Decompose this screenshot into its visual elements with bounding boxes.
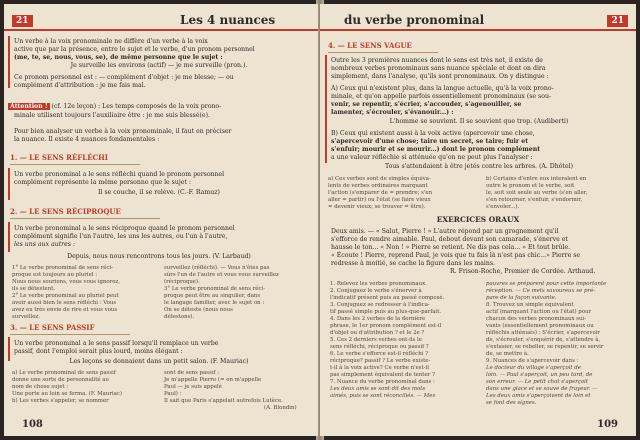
note-line: Je m'appelle Pierre (= on m'appelle xyxy=(164,377,262,383)
exercice-line: pauvres se préparent pour cette importante xyxy=(486,281,607,287)
note-line: sont de sens passif : xyxy=(164,370,220,376)
note-line: aller = partir) ou l'état (se faire vieux xyxy=(328,197,431,203)
exercice-line: 4. Dans les 2 verbes de la dernière xyxy=(330,316,426,322)
exercice-line: 9. Nuances de s'apercevoir dans : xyxy=(486,358,579,364)
vague-a-line: venir, se repentir, s'écrier, s'accouder, s'agenouiller, se xyxy=(331,101,522,108)
chapter-number-badge: 21 xyxy=(607,15,628,27)
note-line: détestons). xyxy=(164,314,195,320)
exercice-line: de, s'écrouler, s'enquérir de, s'attendre à, xyxy=(486,337,601,343)
right-page xyxy=(320,4,636,436)
example-line: L'homme se souvient. Il se souvient que trop. (Audiberti) xyxy=(389,118,569,125)
exercice-text-line: hausse le ton... « Non ! » Pierre se retient. Ne dis pas cela... » Et tout brûle. xyxy=(331,244,571,251)
exercice-line: son erreur. — Le petit chat s'aperçoit xyxy=(486,379,589,385)
exercice-text-line: s'efforce de rendre aimable. Paul, debout devant son camarade, s'énerve et xyxy=(331,236,568,243)
intro-line: (me, te, se, nous, vous, se), de même personne que le sujet : xyxy=(14,54,223,61)
exercice-text-line: Deux amis. — « Salut, Pierre ! » L'autre répond par un grognement qu'il xyxy=(331,228,559,235)
note-line: a) Ces verbes sont de simples équiva- xyxy=(328,176,431,182)
note-line: sûrs l'un de l'autre et vous vous surveillez xyxy=(164,272,279,278)
reciproque-line: les uns aux autres : xyxy=(14,241,76,248)
exercice-line: 3. Conjuguez se redresser à l'indica- xyxy=(330,302,430,308)
page-number: 108 xyxy=(22,419,43,430)
vague-b-line: s'apercevoir d'une chose; taire un secret, se taire; fuir et xyxy=(331,138,529,145)
note-line: b) Certains d'entre eux interalent en xyxy=(486,176,587,182)
exercice-line: aimés, puis se sont réconciliés. — Mes xyxy=(330,393,436,399)
note-line: 1° Le verbe pronominal de sens réci- xyxy=(12,265,114,271)
exercice-line: Les deux amis se sont dit des mots xyxy=(330,386,426,392)
attention-block xyxy=(8,103,221,110)
exercices-title: EXERCICES ORAUX xyxy=(436,215,520,224)
note-line: avoir aussi bien le sens réfléchi : Vous xyxy=(12,300,117,306)
pronoun-line: complément d'attribution : je me fais mal. xyxy=(14,82,146,89)
exercice-line: t-il à la voix active? Ce verbe n'est-il xyxy=(330,365,430,371)
note-line: ils se détestent. xyxy=(12,286,56,292)
vague-a-line: lamenter, s'écrouler, s'évanouir...) : xyxy=(331,109,454,116)
right-title: du verbe pronominal xyxy=(344,13,485,27)
section-underline xyxy=(10,164,140,165)
section-margin-bar xyxy=(8,222,10,252)
example-line: Il se couche, il se relève. (C.-F. Ramuz) xyxy=(98,189,220,196)
note-line: le langage familier, avec le sujet on : xyxy=(164,300,265,306)
note-line: le, soit soit seule au verbe (s'en aller, xyxy=(486,190,588,196)
exercice-line: 8. Trouvez un simple équivalent xyxy=(486,302,574,308)
exercice-line: 1. Relevez les verbes pronominaux. xyxy=(330,281,427,287)
vague-b-line: s'enfuir; mourir et se mourir...) dont le pronom complément xyxy=(331,146,541,153)
left-title: Les 4 nuances xyxy=(180,13,276,27)
intro-line: active que par la présence, entre le sujet et le verbe, d'un pronom personnel xyxy=(14,46,255,53)
vague-line: nombreux verbes pronominaux sans nuance spéciale et dont on dira xyxy=(331,65,546,72)
note-line: s'en retourner, s'enfuir, s'endormir, xyxy=(486,197,583,203)
note-line: (A. Blondin) xyxy=(264,405,297,411)
vague-line: Outre les 3 premières nuances dont le sens est très net, il existe de xyxy=(331,57,543,64)
note-line: Nous nous sourions, vous vous ignorez, xyxy=(12,279,120,285)
analyse-line: la nuance. Il existe 4 nuances fondamentales : xyxy=(14,136,160,143)
exercice-line: 2. Conjuguez le verbe s'énerver à xyxy=(330,288,422,294)
exercice-line: 7. Nuance du verbe pronominal dans : xyxy=(330,379,435,385)
note-line: proque est toujours au pluriel : xyxy=(12,272,98,278)
note-line: s'envoler...). xyxy=(486,204,520,210)
page-number: 109 xyxy=(597,419,618,430)
note-line: donne une sorte de personnalité au xyxy=(12,377,109,383)
attention-label: Attention ! xyxy=(10,103,48,110)
reflechi-line: Un verbe pronominal a le sens réfléchi quand le pronom personnel xyxy=(14,171,225,178)
note-line: Paul) : xyxy=(164,391,182,397)
note-line: = devenir vieux; se trouver = être). xyxy=(328,204,426,210)
reflechi-line: complément représente la même personne que le sujet : xyxy=(14,179,191,186)
exercice-line: actif (marquant l'action ou l'état) pour xyxy=(486,309,592,315)
note-line: Il sait que Paris s'appelait autrefois Lutèce. xyxy=(164,398,283,404)
note-line: surveillez (réfléchi). — Vous n'êtes pas xyxy=(164,265,270,271)
pronoun-line: Ce pronom personnel est : — complément d'objet : je me blesse; — ou xyxy=(14,74,234,81)
note-line: On se déteste (nous nous xyxy=(164,307,233,313)
analyse-line: Pour bien analyser un verbe à la voix pronominale, il faut en préciser xyxy=(14,128,232,135)
note-line: avez eu très envie de rire et vous vous xyxy=(12,307,118,313)
vague-line: simplement, dans l'analyse, qu'ils sont pronominaux. On y distingue : xyxy=(331,73,549,80)
example-line: Tous s'attendaient à être jetés contre les arbres. (A. Dhôtel) xyxy=(384,163,574,170)
exercice-line: tif passé simple puis au plus-que-parfait. xyxy=(330,309,442,315)
example-line: Depuis, nous nous rencontrons tous les jours. (V. Larbaud) xyxy=(67,253,251,260)
section-margin-bar xyxy=(325,55,327,163)
note-line: lents de verbes ordinaires marquant xyxy=(328,183,428,189)
intro-margin-bar xyxy=(8,36,10,88)
chapter-number-badge: 21 xyxy=(12,15,33,27)
note-line: Une porte au loin se ferma. (F. Mauriac) xyxy=(12,391,122,397)
note-line: proque peut être au singulier, dans xyxy=(164,293,261,299)
attention-line: minale utilisent toujours l'auxiliaire être : je me suis blessé(e). xyxy=(14,112,210,119)
exercice-line: l'indicatif présent puis au passé composé. xyxy=(330,295,445,301)
example-line: Je surveille les environs (actif) — je me surveille (pron.). xyxy=(70,62,248,69)
vague-a-line: A) Ceux qui n'existent plus, dans la langue actuelle, qu'à la voix prono- xyxy=(331,85,554,92)
vague-a-line: minale, et qu'on appelle parfois essentiellement pronominaux (se sou- xyxy=(331,93,552,100)
exercice-line: phrase, le 1er pronom complément est-il xyxy=(330,323,442,329)
left-page xyxy=(4,4,318,436)
exercice-text-line: « Écoute ! Pierre, reprend Paul, je vois que tu fais là n'est pas chic...» Pierre se xyxy=(331,252,581,259)
section-underline xyxy=(328,52,438,53)
exercice-line: réciproque? passif ? Le verbe existe- xyxy=(330,358,431,364)
note-line: 3° Le verbe pronominal de sens réci- xyxy=(164,286,266,292)
section-margin-bar xyxy=(8,168,10,200)
intro-line: Un verbe à la voix pronominale ne diffère d'un verbe à la voix xyxy=(14,38,208,45)
section-title-reflechi: 1. — LE SENS RÉFLÉCHI xyxy=(10,153,108,162)
exercice-line: pare de la façon suivante. xyxy=(486,295,557,301)
note-line: 2° Le verbe pronominal au pluriel peut xyxy=(12,293,119,299)
exercice-line: d'objet ou d'attribution ? et le 2e ? xyxy=(330,330,425,336)
exercice-line: loin. — Paul s'aperçoit, un peu tard, de xyxy=(486,372,593,378)
exercice-line: 5. Ces 2 derniers verbes ont-ils le xyxy=(330,337,422,343)
reciproque-line: complément signifie l'un l'autre, les uns les autres, ou l'un à l'autre, xyxy=(14,233,228,240)
exercice-line: vants (essentiellement pronominaux ou xyxy=(486,323,594,329)
reciproque-line: Un verbe pronominal a le sens réciproque quand le pronom personnel xyxy=(14,225,235,232)
exercice-line: pas simplement équivalent de tenter ? xyxy=(330,372,435,378)
note-line: l'action (s'emparer de = prendre; s'en xyxy=(328,190,433,196)
exercice-line: sens réfléchi, réciproque ou passif ? xyxy=(330,344,429,350)
vague-b-line: B) Ceux qui existent aussi à la voix active (apercevoir une chose, xyxy=(331,130,535,137)
passif-line: Un verbe pronominal a le sens passif lorsqu'il remplace un verbe xyxy=(14,340,219,347)
passif-line: passif, dont l'emploi serait plus lourd, moins élégant : xyxy=(14,348,183,355)
section-underline xyxy=(10,334,130,335)
exercice-line: dans une glace et se sauve de frayeur. — xyxy=(486,386,598,392)
section-margin-bar xyxy=(8,337,10,361)
attention-line: (cf. 12e leçon) : Les temps composés de la voix prono- xyxy=(51,103,222,110)
section-title-passif: 3. — LE SENS PASSIF xyxy=(10,323,95,332)
exercice-line: réception. — Ce mets savoureux se pré- xyxy=(486,288,595,294)
note-line: nom de chose sujet : xyxy=(12,384,69,390)
note-line: b) Les verbes s'appeler, se nommer xyxy=(12,398,109,404)
section-title-reciproque: 2. — LE SENS RÉCIPROQUE xyxy=(10,207,121,216)
exercice-line: s'extasier, se rebeller, se repentir, se servir xyxy=(486,344,604,350)
note-line: Paul — je suis appelé xyxy=(164,384,222,390)
note-line: (réciproque). xyxy=(164,279,200,285)
exercice-line: Les deux amis s'aperçoivent de loin et xyxy=(486,393,591,399)
exercice-line: Le docteur du village s'aperçoit de xyxy=(486,365,581,371)
exercice-source: R. Frison-Roche, Premier de Cordée. Arthaud. xyxy=(450,268,596,275)
exercice-line: de, se mettre à. xyxy=(486,351,529,357)
exercice-line: chacun des verbes pronominaux sui- xyxy=(486,316,586,322)
note-line: a) Le verbe pronominal de sens passif xyxy=(12,370,116,376)
section-underline xyxy=(10,218,160,219)
note-line: outre le pronom et le verbe, soit xyxy=(486,183,575,189)
section-title-vague: 4. — LE SENS VAGUE xyxy=(328,41,412,50)
header-rule xyxy=(4,29,318,31)
header-rule xyxy=(320,29,636,31)
vague-b-line: a une valeur réfléchie si atténuée qu'on ne peut plus l'analyser : xyxy=(331,154,533,161)
example-line: Les leçons se donnaient dans un petit salon. (F. Mauriac) xyxy=(69,358,249,365)
exercice-text-line: redresse à moitié, se cache la figure dans les mains. xyxy=(331,260,496,267)
note-line: surveillez. xyxy=(12,314,40,320)
exercice-line: réfléchis atténués) : S'écrier, s'apercevoir xyxy=(486,330,600,336)
exercice-line: 6. Le verbe s'efforce est-il réfléchi ? xyxy=(330,351,428,357)
exercice-line: se font des signes. xyxy=(486,400,537,406)
